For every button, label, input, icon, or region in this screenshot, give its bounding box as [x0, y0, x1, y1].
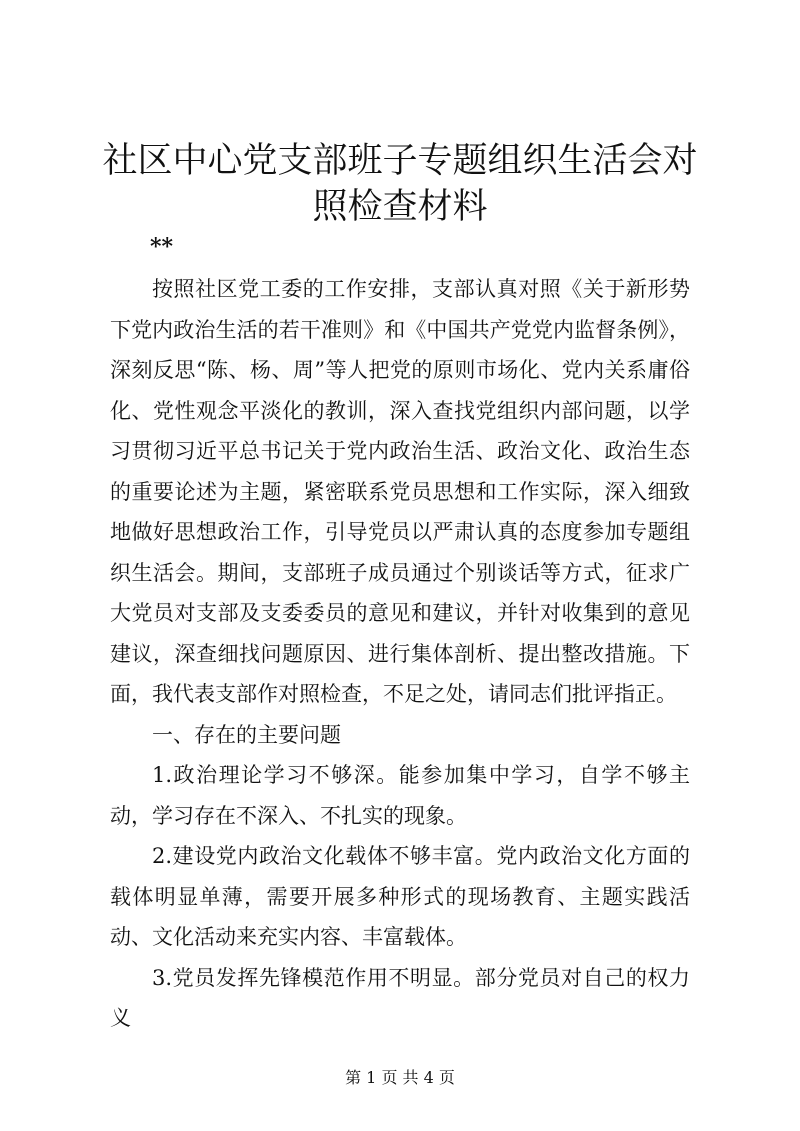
section-heading: 一、存在的主要问题 [152, 722, 341, 747]
author-line: ** [150, 234, 174, 260]
document-body [110, 269, 690, 1039]
paragraph-item-3: 3.党员发挥先锋模范作用不明显。部分党员对自己的权力义 [110, 965, 690, 1030]
document-title: 社区中心党支部班子专题组织生活会对照检查材料 [102, 141, 698, 227]
paragraph-item-2: 2.建设党内政治文化载体不够丰富。党内政治文化方面的载体明显单薄，需要开展多种形式的现场教育、主题实践活动、文化活动来充实内容、丰富载体。 [110, 844, 690, 949]
paragraph-item-1: 1.政治理论学习不够深。能参加集中学习，自学不够主动，学习存在不深入、不扎实的现象。 [110, 763, 690, 828]
page-footer: 第 1 页 共 4 页 [345, 1068, 455, 1087]
paragraph-intro: 按照社区党工委的工作安排，支部认真对照《关于新形势下党内政治生活的若干准则》和《中国共产党党内监督条例》，深刻反思“陈、杨、周”等人把党的原则市场化、党内关系庸俗化、党性观念平淡化的教训，深入查找党组织内部问题，以学习贯彻习近平总书记关于党内政治生活、政治文化、政治生态的重要论述为主题，紧密联系党员思想和工作实际，深入细致地做好思想政治工作，引导党员以严肃认真的态度参加专题组织生活会。期间，支部班子成员通过个别谈话等方式，征求广大党员对支部及支委委员的意见和建议，并针对收集到的意见建议，深查细找问题原因、进行集体剖析、提出整改措施。下面，我代表支部作对照检查，不足之处，请同志们批评指正。 [110, 277, 690, 706]
